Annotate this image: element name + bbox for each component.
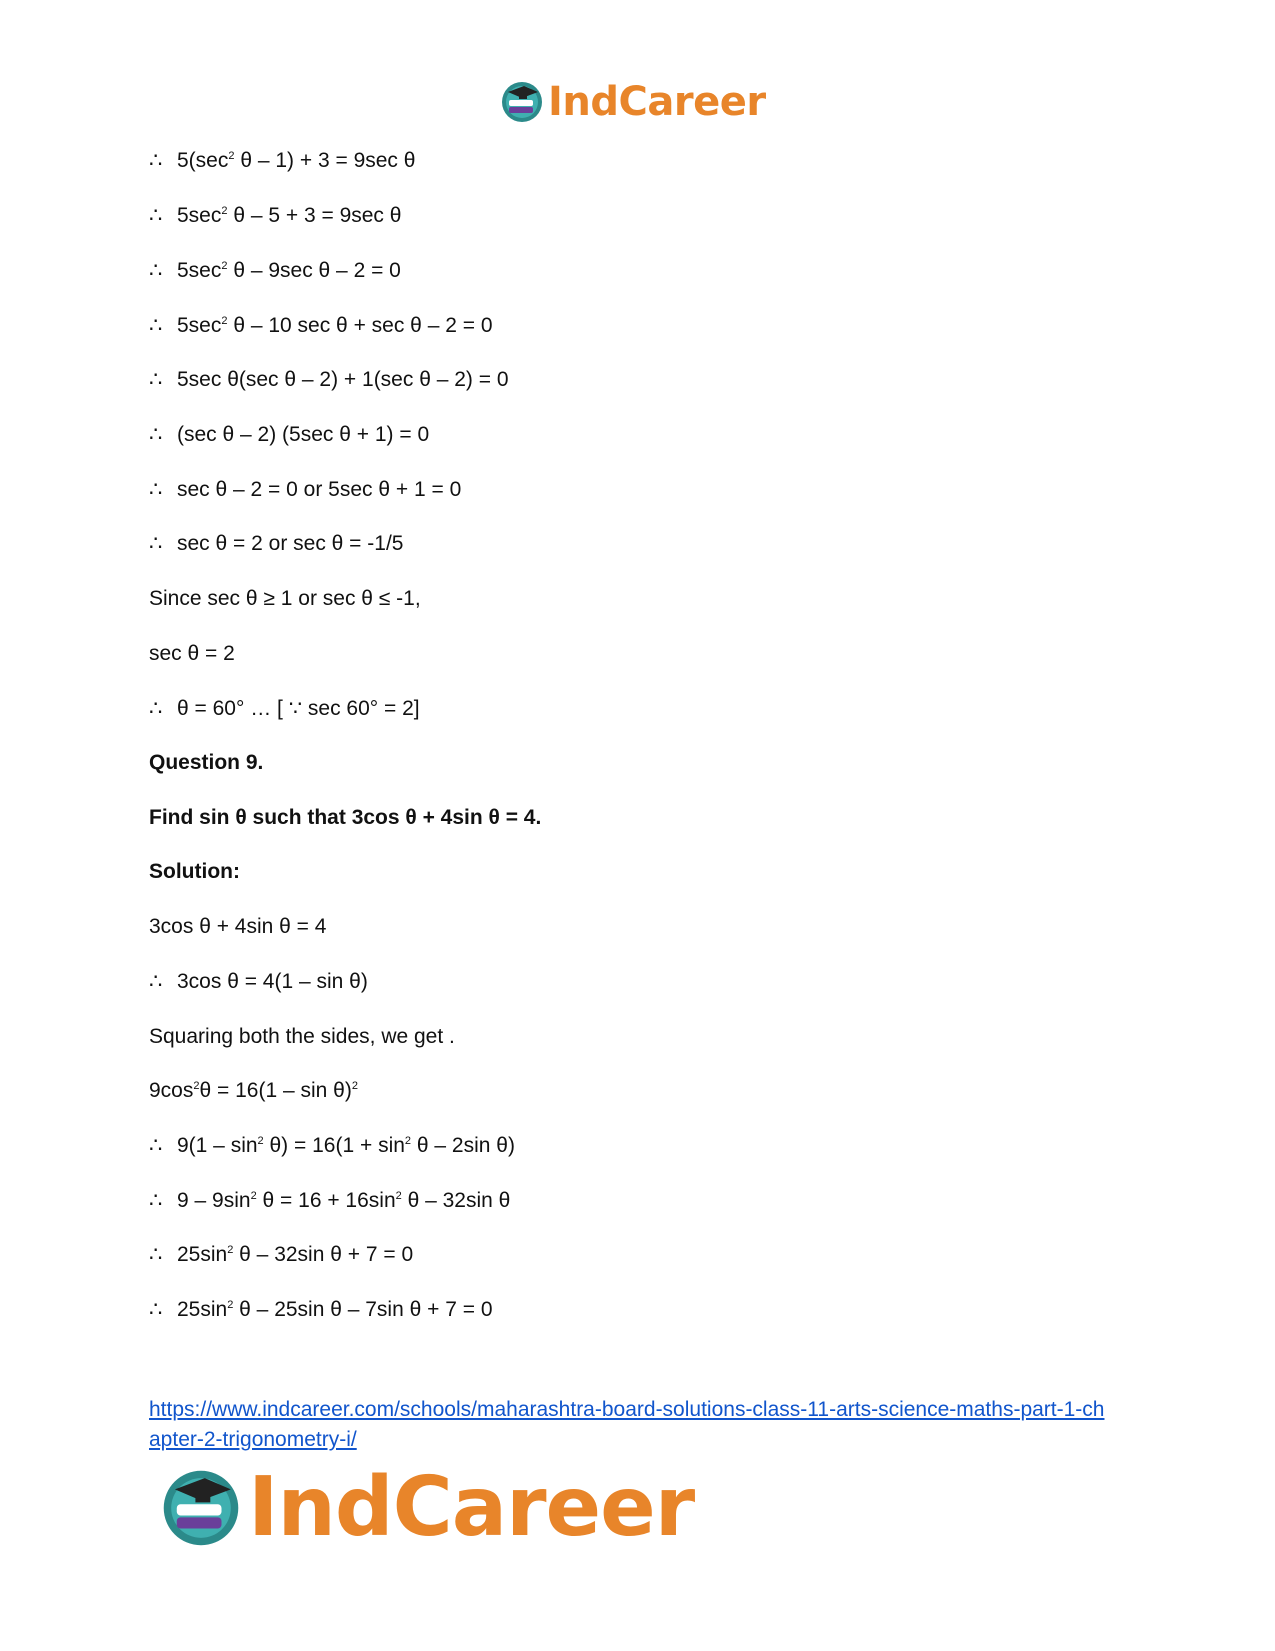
- text-line: [149, 148, 415, 174]
- superscript: 2: [250, 1190, 257, 1202]
- text-line: [149, 805, 541, 831]
- text-line: [149, 1133, 515, 1159]
- line-text: Solution:: [149, 860, 240, 883]
- superscript: 2: [351, 1080, 358, 1092]
- therefore-symbol: ∴: [149, 204, 163, 227]
- therefore-symbol: ∴: [149, 314, 163, 337]
- superscript: 2: [221, 315, 228, 327]
- text-line: [149, 477, 461, 503]
- superscript: 2: [221, 205, 228, 217]
- line-text: 5(sec: [177, 149, 229, 172]
- therefore-symbol: ∴: [149, 532, 163, 555]
- line-text: θ – 5 + 3 = 9sec θ: [227, 204, 402, 227]
- therefore-symbol: ∴: [149, 423, 163, 446]
- line-text: (sec θ – 2) (5sec θ + 1) = 0: [177, 423, 430, 446]
- line-text: θ) = 16(1 + sin: [263, 1134, 405, 1157]
- therefore-symbol: ∴: [149, 1189, 163, 1212]
- source-link[interactable]: https://www.indcareer.com/schools/maharashtra-board-solutions-class-11-arts-science-maths-part-1-chapter-2-trigonometry-i/: [149, 1398, 1105, 1451]
- text-line: [149, 1078, 358, 1104]
- superscript: 2: [193, 1080, 200, 1092]
- line-text: θ – 9sec θ – 2 = 0: [227, 259, 401, 282]
- line-text: 3cos θ = 4(1 – sin θ): [177, 970, 368, 993]
- text-line: [149, 969, 368, 995]
- therefore-symbol: ∴: [149, 1134, 163, 1157]
- therefore-symbol: ∴: [149, 697, 163, 720]
- superscript: 2: [404, 1135, 412, 1147]
- text-line: [149, 258, 401, 284]
- line-text: 5sec θ(sec θ – 2) + 1(sec θ – 2) = 0: [177, 368, 509, 391]
- line-text: 9(1 – sin: [177, 1134, 258, 1157]
- superscript: 2: [257, 1135, 264, 1147]
- text-line: [149, 422, 429, 448]
- text-line: [149, 914, 326, 940]
- line-text: Question 9.: [149, 751, 264, 774]
- superscript: 2: [228, 150, 235, 162]
- line-text: 9 – 9sin: [177, 1189, 251, 1212]
- text-line: [149, 1242, 413, 1268]
- text-line: [149, 367, 509, 393]
- therefore-symbol: ∴: [149, 368, 163, 391]
- line-text: θ – 32sin θ: [401, 1189, 511, 1212]
- line-text: 25sin: [177, 1243, 228, 1266]
- text-line: [149, 313, 493, 339]
- text-line: [149, 859, 240, 885]
- superscript: 2: [395, 1190, 402, 1202]
- line-text: θ – 32sin θ + 7 = 0: [233, 1243, 414, 1266]
- therefore-symbol: ∴: [149, 478, 163, 501]
- text-line: [149, 750, 263, 776]
- text-line: [149, 1024, 455, 1050]
- header-logo: [500, 78, 766, 126]
- line-text: Since sec θ ≥ 1 or sec θ ≤ -1,: [149, 587, 421, 610]
- text-line: [149, 203, 401, 229]
- line-text: θ – 1) + 3 = 9sec θ: [234, 149, 416, 172]
- superscript: 2: [221, 260, 228, 272]
- text-line: [149, 696, 420, 722]
- line-text: sec θ = 2: [149, 642, 235, 665]
- line-text: 3cos θ + 4sin θ = 4: [149, 915, 327, 938]
- graduation-book-icon: [500, 80, 544, 124]
- line-text: 5sec: [177, 259, 222, 282]
- line-text: θ – 25sin θ – 7sin θ + 7 = 0: [233, 1298, 493, 1321]
- footer-logo: [160, 1458, 694, 1558]
- line-text: 9cos: [149, 1079, 194, 1102]
- text-line: [149, 1188, 510, 1214]
- text-line: [149, 586, 421, 612]
- line-text: 25sin: [177, 1298, 228, 1321]
- therefore-symbol: ∴: [149, 1243, 163, 1266]
- logo-text-large: IndCareer: [248, 1460, 695, 1555]
- text-line: [149, 641, 235, 667]
- therefore-symbol: ∴: [149, 149, 163, 172]
- line-text: θ – 2sin θ): [411, 1134, 515, 1157]
- text-line: [149, 1297, 493, 1323]
- line-text: θ = 16(1 – sin θ): [199, 1079, 352, 1102]
- line-text: θ – 10 sec θ + sec θ – 2 = 0: [227, 314, 493, 337]
- line-text: Squaring both the sides, we get .: [149, 1025, 455, 1048]
- therefore-symbol: ∴: [149, 259, 163, 282]
- line-text: Find sin θ such that 3cos θ + 4sin θ = 4.: [149, 806, 542, 829]
- text-line: [149, 531, 403, 557]
- line-text: 5sec: [177, 204, 222, 227]
- logo-text: IndCareer: [548, 79, 766, 125]
- line-text: θ = 60° … [ ∵ sec 60° = 2]: [177, 697, 420, 720]
- line-text: sec θ – 2 = 0 or 5sec θ + 1 = 0: [177, 478, 462, 501]
- therefore-symbol: ∴: [149, 970, 163, 993]
- line-text: 5sec: [177, 314, 222, 337]
- superscript: 2: [227, 1299, 234, 1311]
- line-text: sec θ = 2 or sec θ = -1/5: [177, 532, 404, 555]
- graduation-book-icon: [160, 1467, 242, 1549]
- line-text: θ = 16 + 16sin: [256, 1189, 396, 1212]
- therefore-symbol: ∴: [149, 1298, 163, 1321]
- superscript: 2: [227, 1244, 234, 1256]
